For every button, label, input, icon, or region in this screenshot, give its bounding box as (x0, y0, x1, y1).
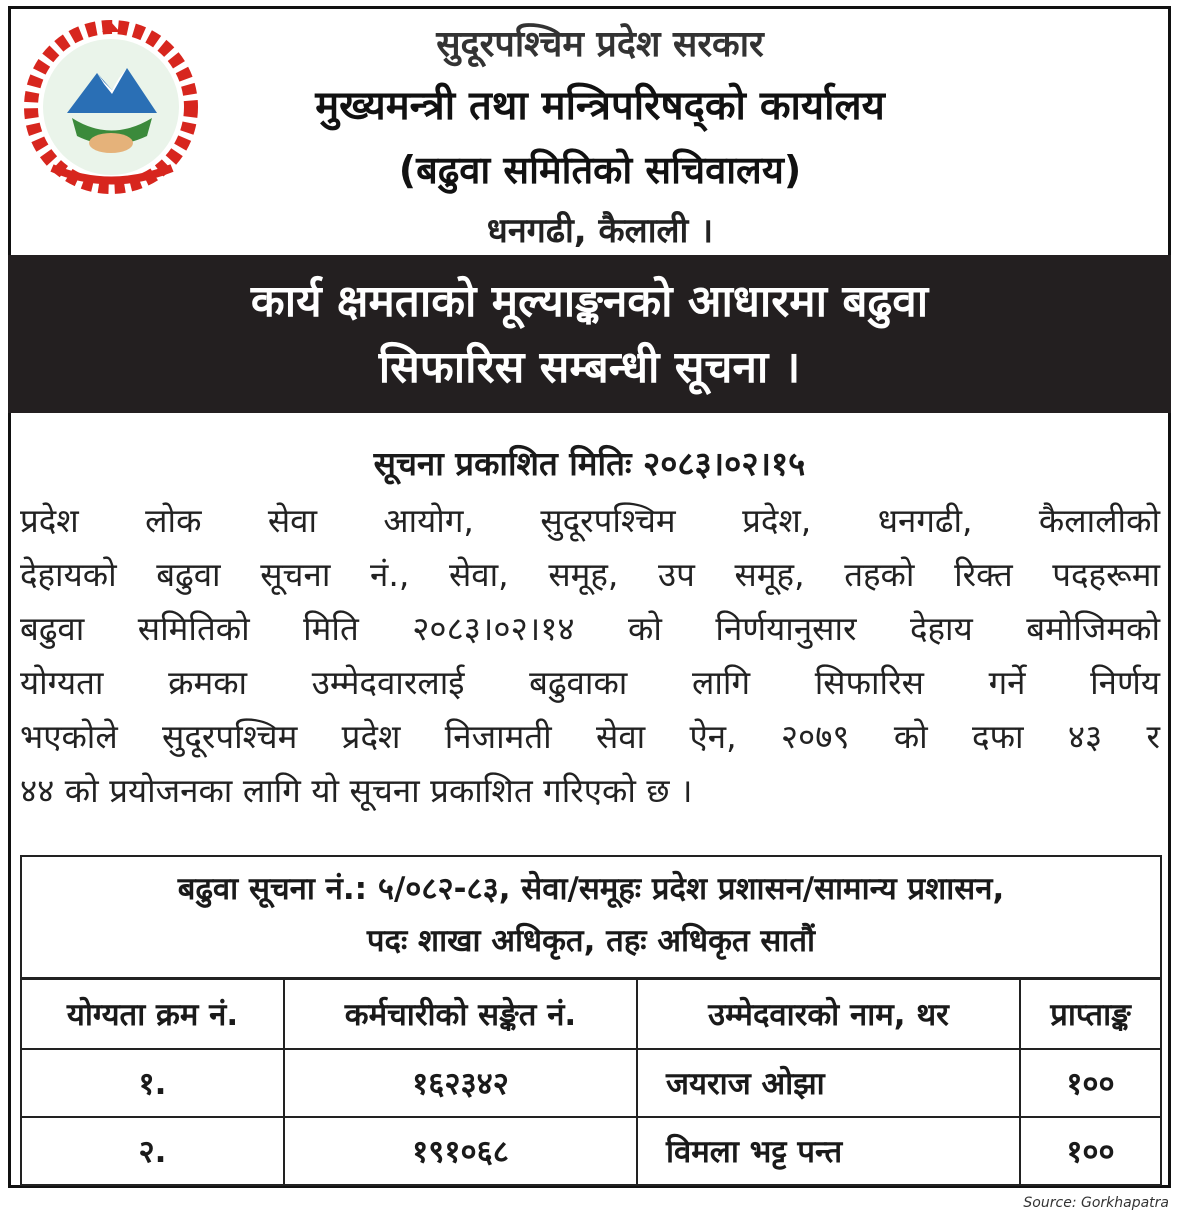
body-line: प्रदेश लोक सेवा आयोग, सुदूरपश्चिम प्रदेश, धनगढी, कैलालीको (20, 501, 1160, 540)
header-secretariat: (बढुवा समितिको सचिवालय) (398, 148, 802, 192)
body-line: बढुवा समितिको मिति २०८३।०२।१४ को निर्णयानुसार देहाय बमोजिमको (20, 609, 1160, 648)
banner-line-1: कार्य क्षमताको मूल्याङ्कनको आधारमा बढुवा (250, 276, 929, 327)
col-header-candidate-name: उम्मेदवारको नाम, थर (637, 979, 1020, 1049)
body-line: भएकोले सुदूरपश्चिम प्रदेश निजामती सेवा ऐन, २०७९ को दफा ४३ र (20, 717, 1160, 756)
body-line: देहायको बढुवा सूचना नं., सेवा, समूह, उप समूह, तहको रिक्त पदहरूमा (20, 555, 1160, 594)
header-location: धनगढी, कैलाली । (486, 211, 714, 251)
body-line: ४४ को प्रयोजनका लागि यो सूचना प्रकाशित गरिएको छ । (20, 771, 693, 810)
header-office: मुख्यमन्त्री तथा मन्त्रिपरिषद्को कार्यालय (315, 83, 885, 129)
cell-score: १०० (1020, 1049, 1161, 1117)
notice-title-banner (8, 255, 1171, 413)
cell-score: १०० (1020, 1117, 1161, 1185)
col-header-employee-code: कर्मचारीको सङ्केत नं. (284, 979, 637, 1049)
nepal-emblem-icon (22, 18, 200, 196)
col-header-merit-no: योग्यता क्रम नं. (21, 979, 284, 1049)
banner-line-2: सिफारिस सम्बन्धी सूचना । (378, 342, 801, 393)
published-date: सूचना प्रकाशित मितिः २०८३।०२।१५ (373, 444, 806, 483)
cell-merit-no: २. (21, 1117, 284, 1185)
table-row (21, 1117, 1161, 1185)
notice-box-line-1: बढुवा सूचना नं.: ५/०८२-८३, सेवा/समूहः प्रदेश प्रशासन/सामान्य प्रशासन, (177, 871, 1005, 907)
promotion-notice-box (20, 855, 1162, 979)
cell-candidate-name: जयराज ओझा (637, 1049, 1020, 1117)
source-credit: Source: Gorkhapatra (1023, 1195, 1169, 1211)
notice-body (20, 494, 1160, 818)
header-government: सुदूरपश्चिम प्रदेश सरकार (436, 24, 764, 65)
table-row (21, 1049, 1161, 1117)
col-header-score: प्राप्ताङ्क (1020, 979, 1161, 1049)
notice-box-line-2: पदः शाखा अधिकृत, तहः अधिकृत सातौं (366, 923, 816, 959)
table-header-row (21, 979, 1161, 1049)
cell-merit-no: १. (21, 1049, 284, 1117)
cell-candidate-name: विमला भट्ट पन्त (637, 1117, 1020, 1185)
cell-employee-code: १९१०६८ (284, 1117, 637, 1185)
cell-employee-code: १६२३४२ (284, 1049, 637, 1117)
recommendation-table (20, 978, 1162, 1186)
body-line: योग्यता क्रमका उम्मेदवारलाई बढुवाका लागि सिफारिस गर्ने निर्णय (20, 663, 1160, 702)
